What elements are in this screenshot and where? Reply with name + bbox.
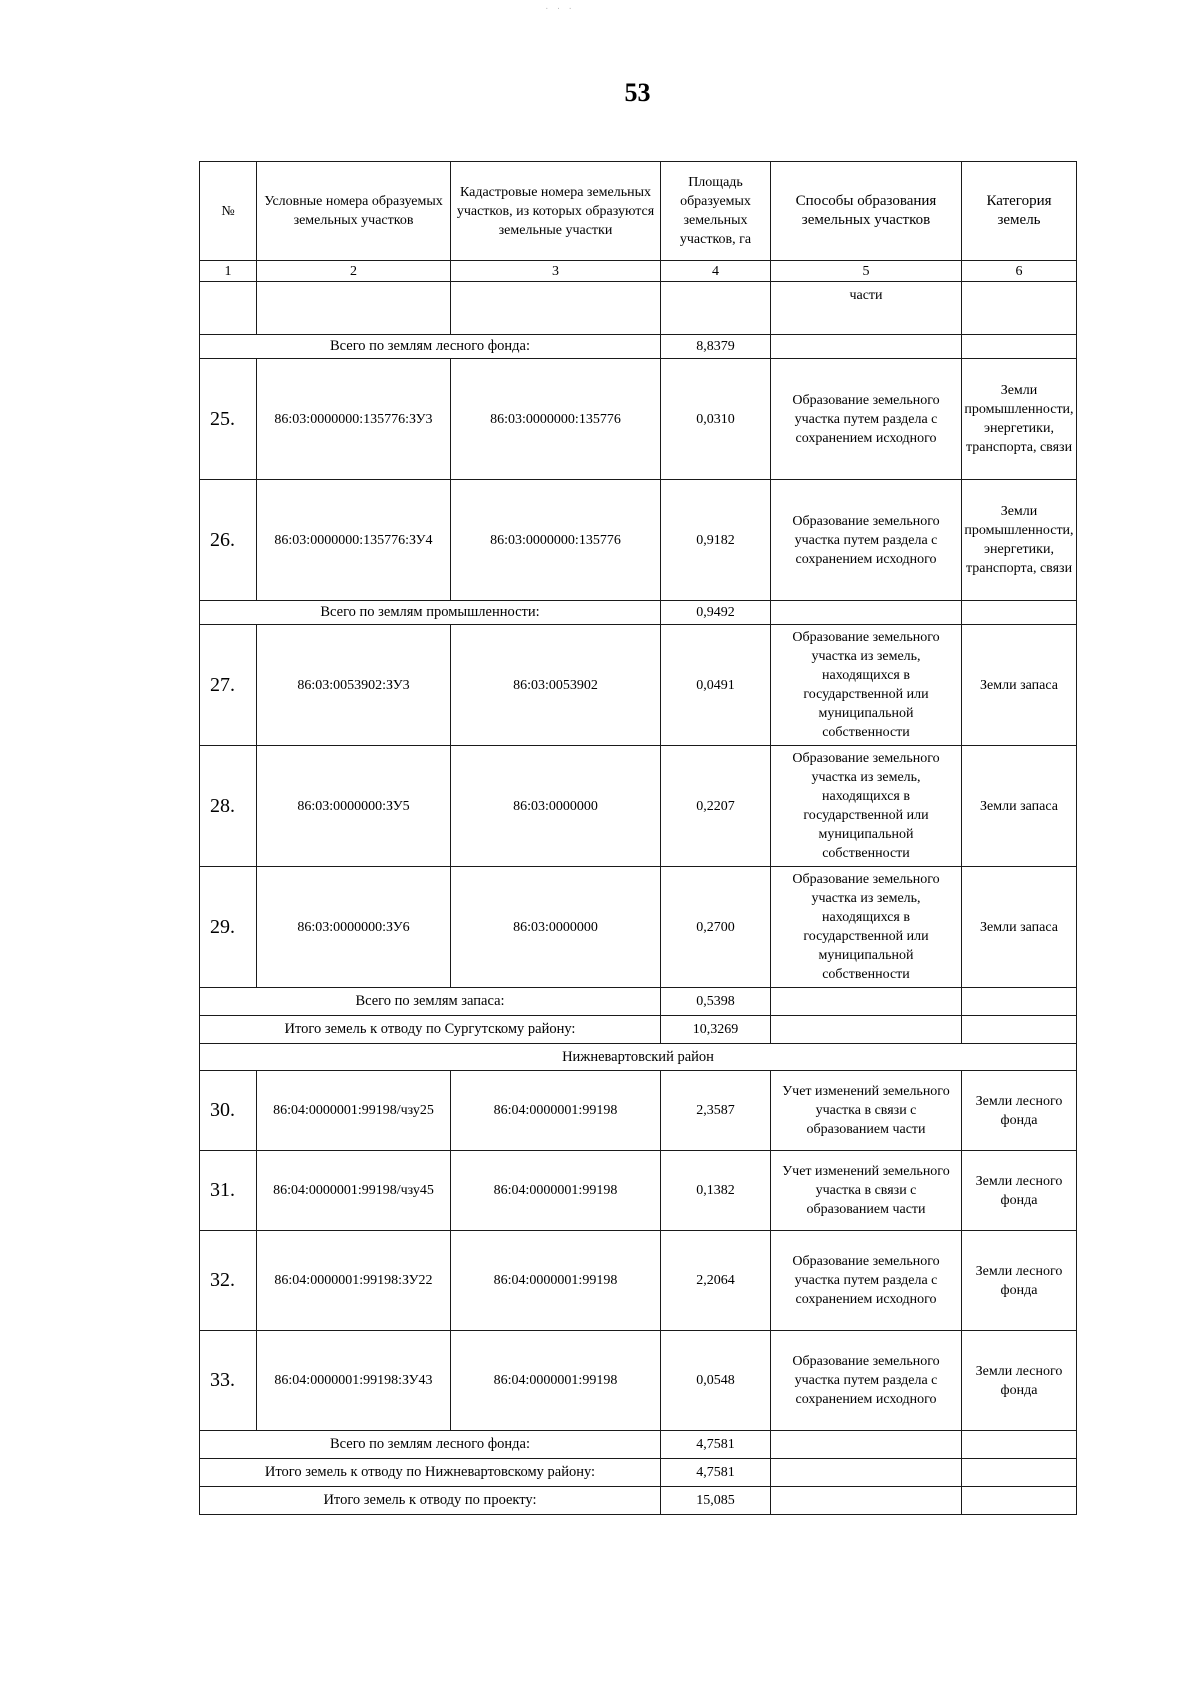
- row-number: 29.: [200, 867, 257, 988]
- region-row: [200, 1044, 1077, 1071]
- table-row: [200, 746, 1077, 867]
- subtotal-area: 15,085: [661, 1487, 771, 1515]
- formation-method: Образование земельного участка из земель, находящихся в государственной или муниципальной собственности: [771, 867, 962, 988]
- cadastral-number: 86:03:0000000: [451, 746, 661, 867]
- land-category: Земли лесного фонда: [962, 1071, 1077, 1151]
- subtotal-label: Итого земель к отводу по Сургутскому району:: [200, 1016, 661, 1044]
- table-row: [200, 359, 1077, 480]
- formation-method: Образование земельного участка путем раздела с сохранением исходного: [771, 359, 962, 480]
- row-number: 26.: [200, 480, 257, 601]
- table-row: [200, 1151, 1077, 1231]
- subtotal-area: 8,8379: [661, 335, 771, 359]
- subtotal-label: Итого земель к отводу по проекту:: [200, 1487, 661, 1515]
- row-number: 28.: [200, 746, 257, 867]
- cadastral-number: 86:03:0000000: [451, 867, 661, 988]
- continued-row: [200, 282, 1077, 335]
- header-conditional-numbers: Условные номера образуемых земельных участков: [257, 162, 451, 261]
- cell-empty: [771, 1459, 962, 1487]
- land-category: Земли промышленности, энергетики, транспорта, связи: [962, 480, 1077, 601]
- area-value: 0,9182: [661, 480, 771, 601]
- table-row: [200, 480, 1077, 601]
- cell-empty: [771, 601, 962, 625]
- subtotal-row: [200, 1487, 1077, 1515]
- subtotal-label: Всего по землям промышленности:: [200, 601, 661, 625]
- column-index: 3: [451, 261, 661, 282]
- scan-artifact: . . .: [545, 2, 575, 12]
- land-category: Земли запаса: [962, 867, 1077, 988]
- formation-method: Образование земельного участка из земель, находящихся в государственной или муниципальной собственности: [771, 746, 962, 867]
- table-row: [200, 1331, 1077, 1431]
- subtotal-row: [200, 335, 1077, 359]
- land-category: Земли запаса: [962, 746, 1077, 867]
- cell-empty: [962, 1459, 1077, 1487]
- conditional-number: 86:04:0000001:99198/чзу45: [257, 1151, 451, 1231]
- cadastral-number: 86:03:0000000:135776: [451, 359, 661, 480]
- cell-empty: [962, 988, 1077, 1016]
- subtotal-label: Всего по землям лесного фонда:: [200, 335, 661, 359]
- row-number: 25.: [200, 359, 257, 480]
- cadastral-number: 86:04:0000001:99198: [451, 1331, 661, 1431]
- cell-empty: [771, 1487, 962, 1515]
- cell-empty: [962, 601, 1077, 625]
- header-area: Площадь образуемых земельных участков, га: [661, 162, 771, 261]
- table-row: [200, 867, 1077, 988]
- subtotal-label: Итого земель к отводу по Нижневартовскому району:: [200, 1459, 661, 1487]
- land-category: Земли промышленности, энергетики, транспорта, связи: [962, 359, 1077, 480]
- area-value: 2,2064: [661, 1231, 771, 1331]
- land-category: Земли лесного фонда: [962, 1151, 1077, 1231]
- conditional-number: 86:03:0000000:135776:ЗУ4: [257, 480, 451, 601]
- header-category: Категория земель: [962, 162, 1077, 261]
- subtotal-row: [200, 988, 1077, 1016]
- area-value: 0,0491: [661, 625, 771, 746]
- area-value: 0,0548: [661, 1331, 771, 1431]
- formation-method: Образование земельного участка путем раздела с сохранением исходного: [771, 480, 962, 601]
- subtotal-area: 4,7581: [661, 1431, 771, 1459]
- header-methods: Способы образования земельных участков: [771, 162, 962, 261]
- formation-method: Образование земельного участка из земель, находящихся в государственной или муниципальной собственности: [771, 625, 962, 746]
- area-value: 0,2700: [661, 867, 771, 988]
- row-number: 31.: [200, 1151, 257, 1231]
- cell-empty: [771, 1016, 962, 1044]
- table-row: [200, 1071, 1077, 1151]
- conditional-number: 86:03:0000000:ЗУ5: [257, 746, 451, 867]
- subtotal-area: 0,9492: [661, 601, 771, 625]
- row-number: 27.: [200, 625, 257, 746]
- column-index: 2: [257, 261, 451, 282]
- cadastral-number: 86:04:0000001:99198: [451, 1151, 661, 1231]
- column-index-row: [200, 261, 1077, 282]
- conditional-number: 86:04:0000001:99198:ЗУ43: [257, 1331, 451, 1431]
- subtotal-label: Всего по землям запаса:: [200, 988, 661, 1016]
- column-index: 6: [962, 261, 1077, 282]
- land-category: Земли лесного фонда: [962, 1331, 1077, 1431]
- cell-empty: [771, 1431, 962, 1459]
- subtotal-row: [200, 1016, 1077, 1044]
- cell-empty: [962, 1431, 1077, 1459]
- header-cadastral-numbers: Кадастровые номера земельных участков, из которых образуются земельные участки: [451, 162, 661, 261]
- row-number: 30.: [200, 1071, 257, 1151]
- continued-method-text: части: [771, 282, 962, 335]
- region-name: Нижневартовский район: [200, 1044, 1077, 1071]
- conditional-number: 86:04:0000001:99198:ЗУ22: [257, 1231, 451, 1331]
- formation-method: Учет изменений земельного участка в связи с образованием части: [771, 1151, 962, 1231]
- conditional-number: 86:04:0000001:99198/чзу25: [257, 1071, 451, 1151]
- cell-empty: [962, 335, 1077, 359]
- conditional-number: 86:03:0000000:ЗУ6: [257, 867, 451, 988]
- formation-method: Учет изменений земельного участка в связи с образованием части: [771, 1071, 962, 1151]
- cell-empty: [771, 988, 962, 1016]
- area-value: 0,2207: [661, 746, 771, 867]
- land-category: Земли запаса: [962, 625, 1077, 746]
- cadastral-number: 86:04:0000001:99198: [451, 1231, 661, 1331]
- subtotal-row: [200, 1459, 1077, 1487]
- conditional-number: 86:03:0000000:135776:ЗУ3: [257, 359, 451, 480]
- column-index: 1: [200, 261, 257, 282]
- subtotal-area: 10,3269: [661, 1016, 771, 1044]
- cell-empty: [451, 282, 661, 335]
- cell-empty: [661, 282, 771, 335]
- header-no: №: [200, 162, 257, 261]
- area-value: 2,3587: [661, 1071, 771, 1151]
- cadastral-number: 86:03:0000000:135776: [451, 480, 661, 601]
- cell-empty: [962, 1487, 1077, 1515]
- conditional-number: 86:03:0053902:ЗУ3: [257, 625, 451, 746]
- table-row: [200, 625, 1077, 746]
- land-plots-table: [199, 161, 1077, 1515]
- row-number: 32.: [200, 1231, 257, 1331]
- table-header-row: [200, 162, 1077, 261]
- subtotal-area: 4,7581: [661, 1459, 771, 1487]
- cell-empty: [200, 282, 257, 335]
- subtotal-row: [200, 601, 1077, 625]
- cell-empty: [962, 282, 1077, 335]
- table-row: [200, 1231, 1077, 1331]
- cell-empty: [771, 335, 962, 359]
- column-index: 5: [771, 261, 962, 282]
- land-category: Земли лесного фонда: [962, 1231, 1077, 1331]
- area-value: 0,0310: [661, 359, 771, 480]
- subtotal-area: 0,5398: [661, 988, 771, 1016]
- page-number: 53: [624, 78, 651, 107]
- row-number: 33.: [200, 1331, 257, 1431]
- area-value: 0,1382: [661, 1151, 771, 1231]
- cadastral-number: 86:03:0053902: [451, 625, 661, 746]
- subtotal-label: Всего по землям лесного фонда:: [200, 1431, 661, 1459]
- subtotal-row: [200, 1431, 1077, 1459]
- cell-empty: [962, 1016, 1077, 1044]
- formation-method: Образование земельного участка путем раздела с сохранением исходного: [771, 1231, 962, 1331]
- formation-method: Образование земельного участка путем раздела с сохранением исходного: [771, 1331, 962, 1431]
- column-index: 4: [661, 261, 771, 282]
- cell-empty: [257, 282, 451, 335]
- cadastral-number: 86:04:0000001:99198: [451, 1071, 661, 1151]
